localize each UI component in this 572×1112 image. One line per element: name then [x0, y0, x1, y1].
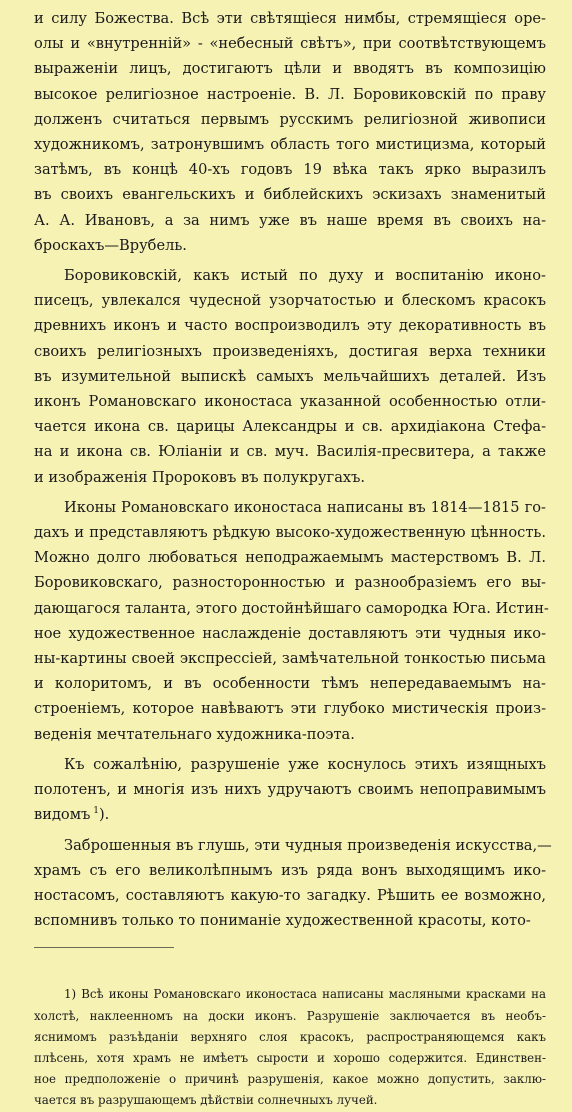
footnotes: [34, 984, 546, 1111]
paragraph: [34, 752, 546, 828]
paragraph: [34, 495, 549, 747]
text-line: ное художественное наслажденiе доставляютъ эти чудныя ико-: [34, 624, 546, 642]
text-line: А. А. Ивановъ, а за нимъ уже въ наше время въ своихъ на-: [34, 211, 546, 229]
footnote-line: холстѣ, наклеенномъ на доски иконъ. Разрушенiе заключается въ необъ-: [34, 1008, 546, 1023]
text-line: Боровиковскiй, какъ истый по духу и воспитанiю иконо-: [64, 267, 546, 285]
text-line: храмъ съ его великолѣпнымъ изъ ряда вонъ выходящимъ ико-: [34, 861, 546, 879]
text-line: Заброшенныя въ глушь, эти чудныя произведенiя искусства,—: [64, 836, 552, 854]
text-line: полотенъ, и многiя изъ нихъ удручаютъ своимъ непоправимымъ: [34, 781, 546, 799]
text-line: въ изумительной выпискѣ самыхъ мельчайшихъ деталей. Изъ: [34, 367, 546, 385]
text-line: долженъ считаться первымъ русскимъ религiозной живописи: [34, 110, 546, 128]
footnote-line: плѣсень, хотя храмъ не имѣетъ сырости и хорошо содержится. Единствен-: [34, 1050, 546, 1065]
paragraph: [34, 6, 546, 258]
text-line: Иконы Романовскаго иконостаса написаны въ 1814—1815 го-: [64, 498, 546, 516]
body-text: [34, 6, 552, 933]
text-line: писецъ, увлекался чудесной узорчатостью и блескомъ красокъ: [34, 292, 546, 310]
footnote-line: чается въ разрушающемъ дѣйствiи солнечныхъ лучей.: [34, 1093, 378, 1108]
text-fragment: видомъ: [34, 806, 91, 824]
text-line: древнихъ иконъ и часто воспроизводилъ эту декоративность въ: [34, 317, 546, 335]
footnote-reference: 1: [90, 806, 99, 817]
footnote-1: [34, 984, 546, 1111]
footnote-marker: 1): [64, 987, 77, 1002]
footnote-rule: [34, 947, 174, 948]
footnote-line: ное предположенiе о причинѣ разрушенiя, какое можно допустить, заклю-: [34, 1072, 546, 1087]
text-fragment: ).: [98, 806, 110, 824]
text-line: и изображенiя Пророковъ въ полукругахъ.: [34, 468, 366, 486]
text-line: на и икона св. Юлiанiи и св. муч. Василiя-пресвитера, а также: [34, 443, 546, 461]
text-line: Можно долго любоваться неподражаемымъ мастерствомъ В. Л.: [34, 549, 546, 567]
footnote-line: [34, 984, 546, 1005]
footnote-text: Всѣ иконы Романовскаго иконостаса написаны масляными красками на: [81, 987, 547, 1002]
text-line: олы и «внутреннiй» - «небесный свѣтъ», при соотвѣтствующемъ: [34, 35, 546, 53]
text-line: броскахъ—Врубель.: [34, 236, 187, 254]
footnote-line: яснимомъ разъѣданiи верхняго слоя красокъ, распространяющемся какъ: [34, 1029, 546, 1044]
text-line: дающагося таланта, этого достойнѣйшаго самородка Юга. Истин-: [34, 599, 549, 617]
paragraph: [34, 263, 546, 490]
text-line: чается икона св. царицы Александры и св. архидiакона Стефа-: [34, 418, 546, 436]
text-line: затѣмъ, въ концѣ 40-хъ годовъ 19 вѣка такъ ярко выразилъ: [34, 161, 546, 179]
text-line: ностасомъ, составляютъ какую-то загадку. Рѣшить ее возможно,: [34, 886, 546, 904]
text-line: и колоритомъ, и въ особенности тѣмъ непередаваемымъ на-: [34, 675, 546, 693]
text-line: иконъ Романовскаго иконостаса указанной особенностью отли-: [34, 393, 546, 411]
text-line: высокое религiозное настроенiе. В. Л. Боровиковскiй по праву: [34, 85, 546, 103]
text-line: Къ сожалѣнiю, разрушенiе уже коснулось этихъ изящныхъ: [64, 755, 546, 773]
text-line: выраженiи лицъ, достигаютъ цѣли и вводятъ въ композицiю: [34, 60, 546, 78]
text-line: и силу Божества. Всѣ эти свѣтящiеся нимбы, стремящiеся оре-: [34, 10, 546, 27]
text-line: дахъ и представляютъ рѣдкую высоко-художественную цѣнность.: [34, 524, 546, 542]
text-line: своихъ религiозныхъ произведенiяхъ, достигая верха техники: [34, 342, 546, 360]
text-line: вспомнивъ только то пониманiе художественной красоты, кото-: [34, 912, 531, 930]
text-line: веденiя мечтательнаго художника-поэта.: [34, 725, 355, 743]
text-line: въ своихъ евангельскихъ и библейскихъ эскизахъ знаменитый: [34, 186, 546, 204]
paragraph: [34, 833, 552, 934]
paragraph-line-with-ref: [34, 802, 546, 827]
text-line: Боровиковскаго, разносторонностью и разнообразiемъ его вы-: [34, 574, 546, 592]
text-line: строенiемъ, которое навѣваютъ эти глубоко мистическiя произ-: [34, 700, 546, 718]
text-line: ны-картины своей экспрессiей, замѣчательной тонкостью письма: [34, 650, 546, 668]
text-line: художникомъ, затронувшимъ область того мистицизма, который: [34, 136, 546, 154]
